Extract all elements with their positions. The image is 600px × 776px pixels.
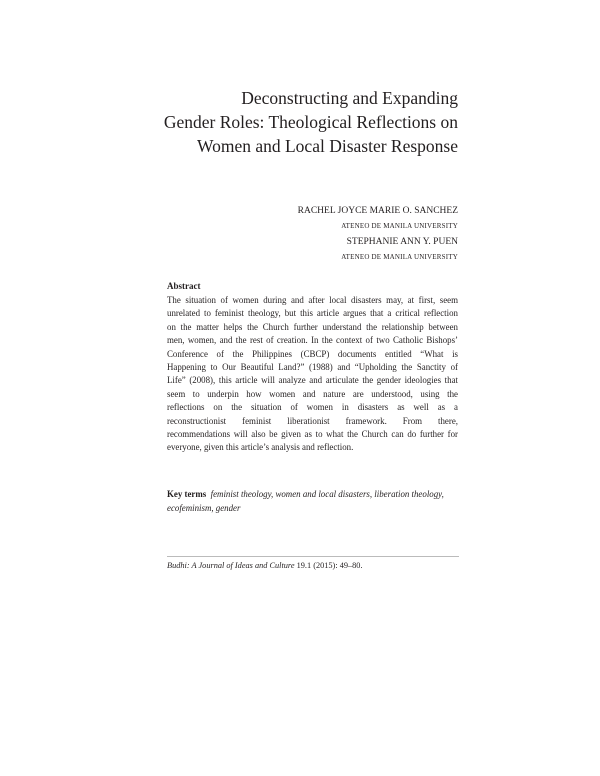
abstract-heading: Abstract: [167, 281, 201, 291]
title-line: Gender Roles: Theological Reflections on: [163, 112, 458, 132]
abstract-line: Happening to Our Beautiful Land?” (1988) and “Upholding the Sanctity of: [167, 362, 458, 372]
citation-details: 19.1 (2015): 49–80.: [294, 561, 363, 570]
abstract-line: unrelated to feminist theology, but this article argues that a critical reflection: [167, 308, 458, 319]
abstract-line: Conference of the Philippines (CBCP) documents entitled “What is: [167, 348, 458, 359]
key-terms: [167, 488, 458, 515]
title-line: Deconstructing and Expanding: [241, 88, 458, 108]
abstract-line: reconstructionist feminist liberationist framework. From there,: [167, 415, 458, 426]
abstract-line: on the matter helps the Church further understand the relationship between: [167, 321, 458, 332]
abstract-line: reflections on the situation of women in disasters as well as a: [167, 402, 458, 413]
journal-name: Budhi: A Journal of Ideas and Culture: [167, 561, 295, 570]
abstract-line: everyone, given this article’s analysis and reflection.: [167, 442, 354, 453]
key-terms-list: feminist theology, women and local disasters, liberation theology, ecofeminism, gender: [167, 489, 444, 513]
author-affiliation: ATENEO DE MANILA UNIVERSITY: [341, 222, 458, 230]
title-line: Women and Local Disaster Response: [196, 136, 458, 156]
author-affiliation: ATENEO DE MANILA UNIVERSITY: [341, 253, 458, 261]
author-name: RACHEL JOYCE MARIE O. SANCHEZ: [297, 206, 458, 216]
author-name: STEPHANIE ANN Y. PUEN: [346, 237, 458, 247]
abstract-line: men, women, and the rest of creation. In the context of two Catholic Bishops’: [167, 335, 458, 346]
abstract-line: seem to underpin how women and nature are understood, using the: [167, 388, 458, 399]
abstract-line: Life” (2008), this article will analyze and articulate the gender ideologies that: [167, 375, 458, 386]
journal-citation: [167, 561, 363, 570]
abstract-line: recommendations will also be given as to what the Church can do further for: [167, 429, 458, 439]
footer-divider: [167, 556, 459, 557]
key-terms-label: Key terms: [167, 489, 207, 499]
abstract-line: The situation of women during and after local disasters may, at first, seem: [167, 295, 458, 305]
